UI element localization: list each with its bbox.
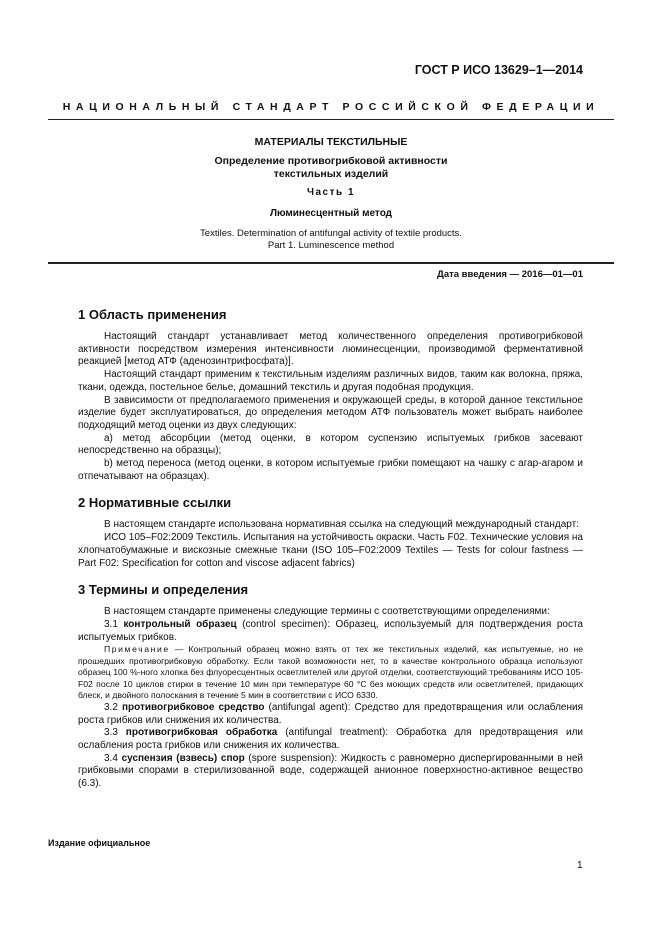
term-name: суспензия (взвесь) спор <box>121 752 245 764</box>
term-number: 3.2 <box>104 701 122 713</box>
note-paragraph <box>78 644 583 702</box>
term-name: противогрибковое средство <box>121 701 265 713</box>
part-label: Часть 1 <box>306 187 356 198</box>
english-title-line-2: Part 1. Luminescence method <box>267 239 395 251</box>
term-3-3 <box>78 727 583 752</box>
term-3-1 <box>78 619 583 644</box>
section-1-item-a: а) метод абсорбции (метод оценки, в котором суспензию испытуемых грибков засевают непосредственно на образцы); <box>78 432 583 457</box>
term-3-4 <box>78 753 583 791</box>
english-title <box>48 228 614 251</box>
note-text: — Контрольный образец можно взять от тех же текстильных изделий, как испытуемые, но не прошедших противогрибковую обработку. Если такой возможности нет, то в качестве контрольного образца используют образец 100 %-ного хлопка без флуоресцентных осветлителей или другой отделки, соответствующий требованиям ИСО 105-F02 после 10 циклов стирки в течение 10 мин при температуре 60 °С без моющих средств или осветлителей, придающих блеск, и двойного полоскания в течение 5 мин в соответствии с ИСО 6330. <box>78 644 583 701</box>
section-1-item-b: b) метод переноса (метод оценки, в котором испытуемые грибки помещают на чашку с агар-агаром и отпечатывают на образцах). <box>78 458 583 482</box>
section-3-intro: В настоящем стандарте применены следующие термины с соответствующими определениями: <box>104 606 550 618</box>
term-number: 3.1 <box>104 618 124 630</box>
section-2-heading: 2 Нормативные ссылки <box>78 495 232 511</box>
document-body <box>78 307 583 791</box>
page-number: 1 <box>577 860 583 871</box>
section-1-paragraph: Настоящий стандарт применим к текстильным изделиям различных видов, таким как волокна, пряжа, ткани, одежда, постельное белье, домашний текстиль и другая подобная продукция. <box>78 369 583 393</box>
term-definition: (antifungal agent): Средство для предотвращения или ослабления роста грибков или снижения их количества. <box>78 701 583 726</box>
subtitle-line-2: текстильных изделий <box>273 168 389 180</box>
section-1-paragraph: В зависимости от предполагаемого применения и окружающей среды, в которой данное текстильное изделие будет эксплуатироваться, до определения методом АТФ пользователь может выбрать наиболее подходящий метод оценки из двух следующих: <box>78 394 583 431</box>
term-definition: (control specimen): Образец, используемый для подтверждения роста испытуемых грибков. <box>78 618 583 643</box>
term-definition: (spore suspension): Жидкость с равномерно диспергированными в ней грибковыми спорами в стерилизованной воде, содержащей анионное поверхностно-активное вещество (6.3). <box>78 752 583 790</box>
term-definition: (antifungal treatment): Обработка для предотвращения или ослабления роста грибков или снижения их количества. <box>78 727 583 751</box>
english-title-line-1: Textiles. Determination of antifungal activity of textile products. <box>200 228 462 239</box>
note-label: Примечание <box>104 644 170 655</box>
document-title: МАТЕРИАЛЫ ТЕКСТИЛЬНЫЕ <box>254 136 408 148</box>
method-label: Люминесцентный метод <box>269 208 393 219</box>
gost-number: ГОСТ Р ИСО 13629–1—2014 <box>414 63 583 77</box>
section-2-paragraph: В настоящем стандарте использована нормативная ссылка на следующий международный стандарт: <box>104 519 579 531</box>
section-1-paragraph: Настоящий стандарт устанавливает метод количественного определения противогрибковой активности посредством измерения интенсивности люминесценции, производимой ферментативной реакцией [метод АТФ (аденозинтрифосфата)]. <box>78 331 583 368</box>
edition-label: Издание официальное <box>48 838 151 848</box>
term-name: контрольный образец <box>123 618 237 630</box>
national-standard-heading: НАЦИОНАЛЬНЫЙ СТАНДАРТ РОССИЙСКОЙ ФЕДЕРАЦИИ <box>62 101 600 113</box>
term-name: противогрибковая обработка <box>125 727 278 739</box>
term-number: 3.4 <box>104 752 122 764</box>
section-3-heading: 3 Термины и определения <box>78 582 249 598</box>
divider-bottom <box>48 262 614 264</box>
intro-date: Дата введения — 2016—01—01 <box>437 269 583 280</box>
document-subtitle <box>48 155 614 181</box>
section-2-reference: ИСО 105–F02:2009 Текстиль. Испытания на устойчивость окраски. Часть F02. Технические условия на хлопчатобумажные и вискозные смежные ткани (ISO 105–F02:2009 Textiles — Tests for colour fastness — Part F02: Specification for cotton and viscose adjacent fabrics) <box>78 532 583 569</box>
section-1-heading: 1 Область применения <box>78 307 227 322</box>
term-number: 3.3 <box>104 727 126 739</box>
term-3-2 <box>78 702 583 727</box>
divider-top <box>48 119 614 120</box>
subtitle-line-1: Определение противогрибковой активности <box>214 155 448 167</box>
